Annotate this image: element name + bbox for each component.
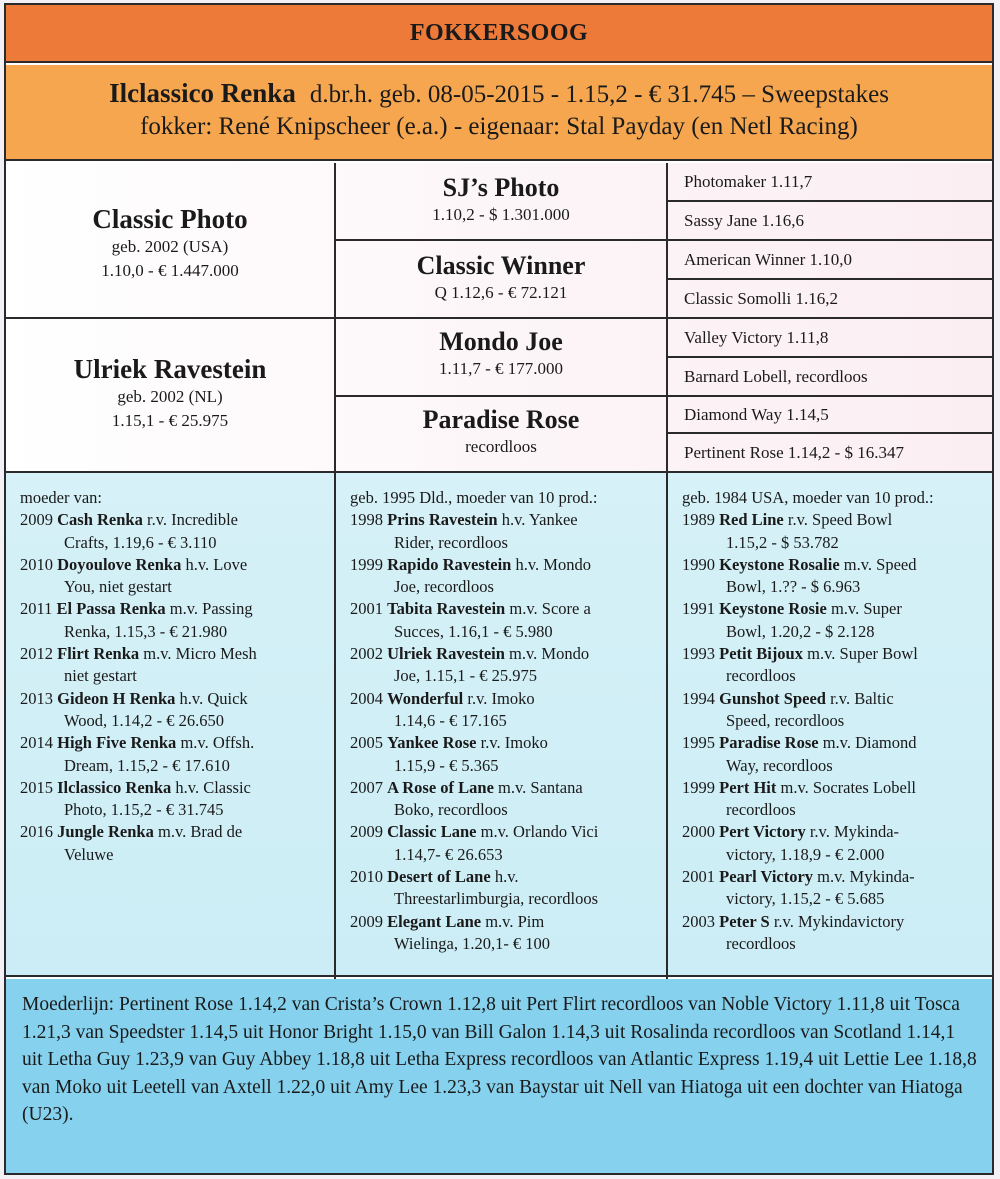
offspring-name: Jungle Renka — [57, 822, 154, 842]
offspring-record: 1.14,6 - € 17.165 — [394, 710, 507, 730]
grandparent-cell — [336, 163, 668, 241]
offspring-name: Flirt Renka — [57, 644, 140, 664]
offspring-name: Tabita Ravestein — [387, 599, 506, 619]
offspring-info: m.v. Score a — [509, 599, 591, 619]
offspring-entry — [682, 509, 984, 554]
offspring-entry — [20, 643, 326, 688]
offspring-entry — [350, 554, 658, 599]
offspring-line — [350, 822, 598, 841]
offspring-info: m.v. Mondo — [509, 644, 590, 664]
offspring-name: Pert Hit — [719, 777, 777, 797]
grandparent-record: 1.11,7 - € 177.000 — [438, 359, 564, 378]
offspring-info: h.v. Love — [185, 554, 248, 574]
great-grandparent-cell: American Winner 1.10,0 — [668, 241, 992, 280]
offspring-info: m.v. Passing — [169, 599, 253, 619]
offspring-entry — [350, 509, 658, 554]
offspring-record: Bowl, 1.20,2 - $ 2.128 — [726, 621, 875, 641]
offspring-info: r.v. Speed Bowl — [787, 510, 893, 530]
offspring-name: High Five Renka — [57, 733, 177, 753]
offspring-info: m.v. Diamond — [822, 733, 917, 753]
great-grandparent-cell: Sassy Jane 1.16,6 — [668, 202, 992, 241]
dam-name: Ulriek Ravestein — [73, 354, 267, 384]
offspring-record: Rider, recordloos — [394, 532, 508, 552]
offspring-entry — [20, 509, 326, 554]
great-grandparent-cell: Pertinent Rose 1.14,2 - $ 16.347 — [684, 442, 905, 462]
offspring-year: 2000 — [682, 822, 715, 842]
great-grandparent-cell: Diamond Way 1.14,5 — [668, 397, 992, 434]
offspring-record: recordloos — [726, 800, 796, 820]
offspring-record: recordloos — [726, 933, 796, 953]
offspring-entry — [682, 554, 984, 599]
offspring-entry — [682, 688, 984, 733]
offspring-info: m.v. Offsh. — [180, 733, 255, 753]
offspring-year: 2009 — [20, 510, 53, 530]
great-grandparent-cell: Barnard Lobell, recordloos — [668, 358, 992, 397]
offspring-entry — [350, 821, 658, 866]
offspring-entry — [350, 866, 658, 911]
grandparent-cell — [336, 397, 668, 471]
offspring-line — [682, 778, 916, 797]
offspring-info: h.v. Mondo — [515, 554, 591, 574]
offspring-line — [682, 912, 904, 931]
offspring-name: Keystone Rosalie — [719, 554, 840, 574]
dam-record: 1.15,1 - € 25.975 — [111, 411, 229, 430]
offspring-info: m.v. Micro Mesh — [143, 644, 257, 664]
offspring-record: 1.14,7- € 26.653 — [394, 844, 503, 864]
pedigree-page — [4, 3, 994, 1175]
offspring-entry — [20, 554, 326, 599]
offspring-year: 2016 — [20, 822, 53, 842]
grandparent-name: Paradise Rose — [422, 405, 580, 434]
grandparent-cell — [336, 241, 668, 319]
offspring-info: m.v. Speed — [843, 554, 917, 574]
offspring-info: h.v. Quick — [179, 688, 248, 708]
offspring-record: Joe, recordloos — [394, 577, 494, 597]
offspring-entry — [682, 643, 984, 688]
offspring-entry — [682, 821, 984, 866]
offspring-line — [682, 555, 917, 574]
grandparent-name: Mondo Joe — [439, 327, 563, 356]
offspring-info: r.v. Baltic — [830, 688, 894, 708]
offspring-info: m.v. Mykinda- — [817, 867, 915, 887]
offspring-line — [350, 733, 548, 752]
offspring-year: 2009 — [350, 911, 383, 931]
dam-birth: geb. 2002 (NL) — [117, 387, 223, 406]
offspring-year: 1994 — [682, 688, 715, 708]
offspring-line — [682, 822, 899, 841]
offspring-entry — [350, 598, 658, 643]
offspring-entry — [682, 911, 984, 956]
offspring-name: Pert Victory — [719, 822, 806, 842]
offspring-line — [20, 822, 242, 841]
offspring-name: Pearl Victory — [719, 867, 814, 887]
offspring-line — [682, 733, 917, 752]
offspring-entry — [20, 688, 326, 733]
sire-name: Classic Photo — [92, 204, 248, 234]
offspring-line — [20, 599, 253, 618]
offspring-line — [350, 778, 583, 797]
offspring-entry — [350, 777, 658, 822]
grandparent-record: recordloos — [465, 437, 537, 456]
offspring-year: 2005 — [350, 733, 383, 753]
offspring-year: 2014 — [20, 733, 53, 753]
offspring-line — [20, 689, 248, 708]
offspring-year: 2010 — [20, 554, 53, 574]
offspring-entry — [20, 777, 326, 822]
offspring-entry — [682, 777, 984, 822]
offspring-record: 1.15,9 - € 5.365 — [394, 755, 499, 775]
column-header: moeder van: — [20, 488, 103, 507]
offspring-entry — [682, 598, 984, 643]
offspring-year: 1999 — [350, 554, 383, 574]
offspring-name: Petit Bijoux — [719, 644, 803, 664]
offspring-info: h.v. — [494, 867, 519, 887]
offspring-record: You, niet gestart — [64, 577, 172, 597]
offspring-info: r.v. Incredible — [146, 510, 239, 530]
offspring-line — [350, 599, 591, 618]
offspring-record: victory, 1.18,9 - € 2.000 — [726, 844, 885, 864]
offspring-entry — [350, 688, 658, 733]
grandparent-name: SJ’s Photo — [442, 173, 560, 202]
offspring-line — [350, 555, 591, 574]
offspring-name: Yankee Rose — [387, 733, 477, 753]
offspring-name: Paradise Rose — [719, 733, 819, 753]
header-bar — [6, 5, 992, 63]
offspring-record: 1.15,2 - $ 53.782 — [726, 532, 839, 552]
offspring-info: m.v. Pim — [485, 911, 545, 931]
offspring-year: 2002 — [350, 644, 383, 664]
offspring-info: h.v. Yankee — [501, 510, 578, 530]
offspring-year: 2012 — [20, 644, 53, 664]
offspring-line — [682, 599, 902, 618]
offspring-section — [6, 471, 992, 977]
offspring-record: Speed, recordloos — [726, 710, 845, 730]
offspring-year: 2015 — [20, 777, 53, 797]
offspring-info: m.v. Orlando Vici — [480, 822, 599, 842]
column-header: geb. 1984 USA, moeder van 10 prod.: — [682, 488, 934, 507]
offspring-info: r.v. Mykinda- — [809, 822, 900, 842]
offspring-column-greatgranddam — [668, 473, 992, 979]
offspring-record: niet gestart — [64, 666, 137, 686]
offspring-name: Gideon H Renka — [57, 688, 176, 708]
offspring-name: Ilclassico Renka — [57, 777, 172, 797]
grandparent-cell — [336, 319, 668, 397]
offspring-year: 1998 — [350, 510, 383, 530]
offspring-year: 2003 — [682, 911, 715, 931]
offspring-name: Doyoulove Renka — [57, 554, 182, 574]
offspring-line — [682, 689, 894, 708]
offspring-entry — [20, 598, 326, 643]
grandparent-name: Classic Winner — [416, 251, 586, 280]
pedigree-table — [6, 163, 992, 471]
offspring-name: A Rose of Lane — [387, 777, 494, 797]
offspring-name: Ulriek Ravestein — [387, 644, 505, 664]
offspring-line — [350, 689, 535, 708]
offspring-year: 2011 — [20, 599, 53, 619]
offspring-line — [20, 778, 251, 797]
offspring-record: Wood, 1.14,2 - € 26.650 — [64, 710, 224, 730]
offspring-year: 1999 — [682, 777, 715, 797]
offspring-record: Succes, 1.16,1 - € 5.980 — [394, 621, 553, 641]
breeder-owner: fokker: René Knipscheer (e.a.) - eigenaar: Stal Payday (en Netl Racing) — [140, 113, 858, 140]
offspring-entry — [20, 732, 326, 777]
offspring-line — [682, 510, 892, 529]
offspring-line — [20, 733, 254, 752]
offspring-record: Veluwe — [64, 844, 114, 864]
offspring-name: Peter S — [719, 911, 770, 931]
offspring-record: Dream, 1.15,2 - € 17.610 — [64, 755, 230, 775]
moederlijn-paragraph: Moederlijn: Pertinent Rose 1.14,2 van Crista’s Crown 1.12,8 uit Pert Flirt recordloos van Noble Victory 1.11,8 uit Tosca 1.21,3 van Speedster 1.14,5 uit Honor Bright 1.15,0 van Bill Galon 1.14,3 uit Rosalinda recordloos van Scotland 1.14,1 uit Letha Guy 1.23,9 van Guy Abbey 1.18,8 uit Letha Express recordloos van Atlantic Express 1.19,4 uit Lettie Lee 1.18,8 van Moko uit Leetell van Axtell 1.22,0 uit Amy Lee 1.23,3 van Baystar uit Nell van Hiatoga uit een dochter van Hiatoga (U23). — [6, 979, 992, 1173]
offspring-info: r.v. Imoko — [480, 733, 548, 753]
offspring-column-dam — [6, 473, 336, 979]
offspring-year: 2007 — [350, 777, 383, 797]
offspring-line — [350, 912, 544, 931]
offspring-year: 2001 — [350, 599, 383, 619]
offspring-entry — [350, 911, 658, 956]
offspring-info: m.v. Super — [830, 599, 902, 619]
offspring-year: 1990 — [682, 554, 715, 574]
offspring-column-granddam — [336, 473, 668, 979]
offspring-record: Crafts, 1.19,6 - € 3.110 — [64, 532, 217, 552]
offspring-year: 1989 — [682, 510, 715, 530]
offspring-record: Way, recordloos — [726, 755, 833, 775]
grandparent-record: Q 1.12,6 - € 72.121 — [434, 283, 568, 302]
offspring-year: 2009 — [350, 822, 383, 842]
offspring-record: Photo, 1.15,2 - € 31.745 — [64, 800, 224, 820]
great-grandparent-cell: Photomaker 1.11,7 — [668, 163, 992, 202]
offspring-name: Elegant Lane — [387, 911, 482, 931]
offspring-line — [682, 867, 915, 886]
offspring-year: 1991 — [682, 599, 715, 619]
offspring-info: m.v. Super Bowl — [807, 644, 918, 664]
great-grandparent-cell: Valley Victory 1.11,8 — [668, 319, 992, 358]
offspring-name: El Passa Renka — [56, 599, 166, 619]
offspring-year: 2001 — [682, 867, 715, 887]
offspring-record: Bowl, 1.?? - $ 6.963 — [726, 577, 861, 597]
offspring-year: 2004 — [350, 688, 383, 708]
offspring-record: Wielinga, 1.20,1- € 100 — [394, 933, 551, 953]
offspring-record: Threestarlimburgia, recordloos — [394, 889, 599, 909]
offspring-year: 2010 — [350, 867, 383, 887]
offspring-info: m.v. Brad de — [157, 822, 243, 842]
offspring-name: Wonderful — [387, 688, 464, 708]
sire-birth: geb. 2002 (USA) — [111, 237, 229, 256]
offspring-year: 1995 — [682, 733, 715, 753]
offspring-line — [20, 555, 247, 574]
offspring-name: Desert of Lane — [387, 867, 491, 887]
offspring-info: r.v. Mykindavictory — [773, 911, 905, 931]
offspring-record: Joe, 1.15,1 - € 25.975 — [394, 666, 537, 686]
offspring-entry — [350, 732, 658, 777]
offspring-year: 2013 — [20, 688, 53, 708]
offspring-line — [20, 510, 238, 529]
horse-title-line — [6, 77, 992, 111]
offspring-name: Cash Renka — [57, 510, 143, 530]
offspring-entry — [682, 732, 984, 777]
grandparent-record: 1.10,2 - $ 1.301.000 — [432, 205, 570, 224]
offspring-line — [20, 644, 257, 663]
offspring-entry — [20, 821, 326, 866]
great-grandparent-cell: Classic Somolli 1.16,2 — [668, 280, 992, 319]
offspring-line — [350, 510, 578, 529]
offspring-record: Renka, 1.15,3 - € 21.980 — [64, 621, 228, 641]
offspring-year: 1993 — [682, 644, 715, 664]
offspring-line — [682, 644, 918, 663]
offspring-name: Rapido Ravestein — [387, 554, 512, 574]
horse-details: d.br.h. geb. 08-05-2015 - 1.15,2 - € 31.745 – Sweepstakes — [309, 81, 889, 108]
dam-cell — [6, 319, 336, 471]
offspring-line — [350, 867, 519, 886]
offspring-info: m.v. Santana — [498, 777, 583, 797]
horse-title-block — [6, 65, 992, 161]
offspring-name: Red Line — [719, 510, 784, 530]
offspring-name: Prins Ravestein — [387, 510, 498, 530]
offspring-name: Gunshot Speed — [719, 688, 826, 708]
offspring-info: h.v. Classic — [175, 777, 251, 797]
offspring-entry — [350, 643, 658, 688]
offspring-info: r.v. Imoko — [467, 688, 535, 708]
offspring-info: m.v. Socrates Lobell — [780, 777, 916, 797]
offspring-record: victory, 1.15,2 - € 5.685 — [726, 889, 885, 909]
offspring-name: Classic Lane — [387, 822, 477, 842]
offspring-entry — [682, 866, 984, 911]
column-header: geb. 1995 Dld., moeder van 10 prod.: — [350, 488, 598, 507]
offspring-record: recordloos — [726, 666, 796, 686]
offspring-record: Boko, recordloos — [394, 800, 508, 820]
horse-name: Ilclassico Renka — [109, 78, 296, 108]
sire-cell — [6, 163, 336, 319]
sire-record: 1.10,0 - € 1.447.000 — [101, 261, 239, 280]
offspring-name: Keystone Rosie — [719, 599, 827, 619]
offspring-line — [350, 644, 589, 663]
page-title: FOKKERSOOG — [409, 19, 589, 46]
